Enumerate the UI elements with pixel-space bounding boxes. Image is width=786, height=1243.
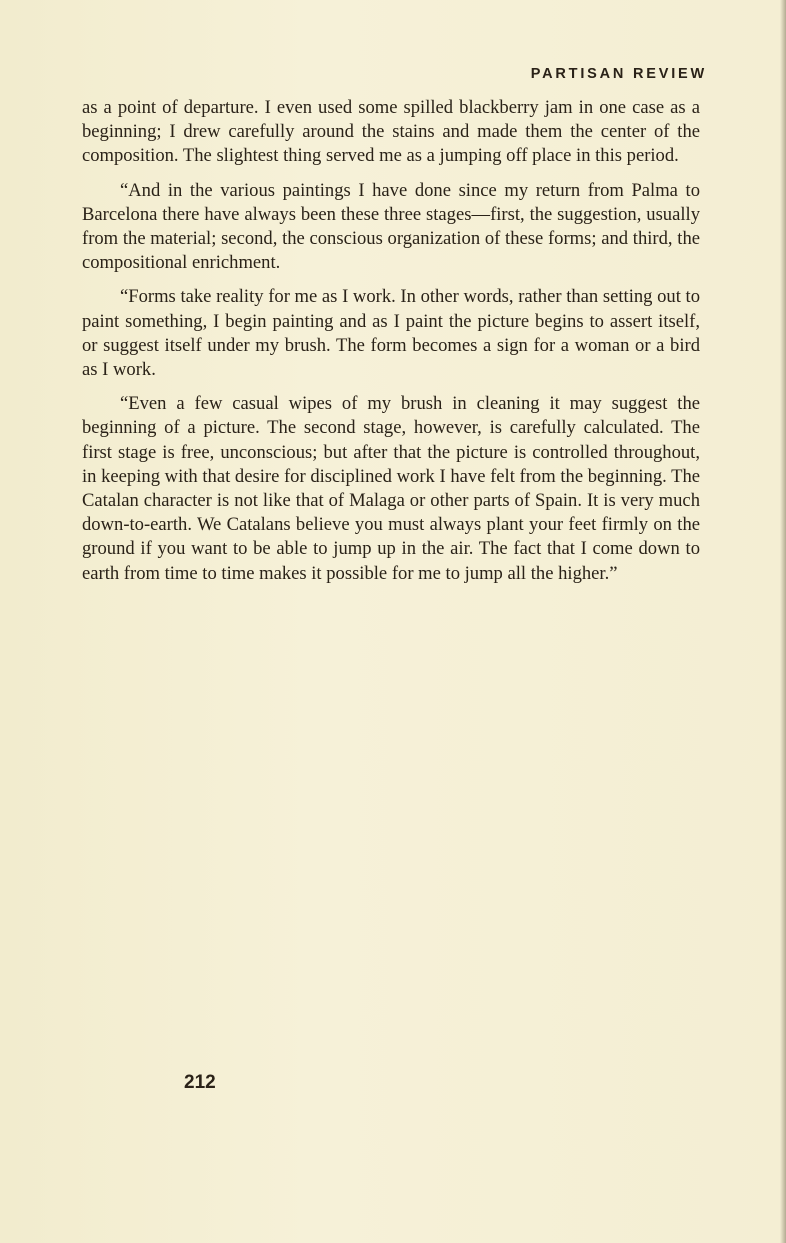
page-edge-shadow <box>780 0 786 1243</box>
paragraph: “Even a few casual wipes of my brush in cleaning it may suggest the beginning of a picture. The second stage, however, is carefully calculated. The first stage is free, unconscious; but after that the picture is controlled throughout, in keeping with that desire for disciplined work I have felt from the beginning. The Catalan character is not like that of Malaga or other parts of Spain. It is very much down-to-earth. We Catalans believe you must always plant your feet firmly on the ground if you want to be able to jump up in the air. The fact that I come down to earth from time to time makes it possible for me to jump all the higher.” <box>82 393 700 584</box>
running-head: PARTISAN REVIEW <box>530 66 707 82</box>
body-text <box>82 96 700 596</box>
paragraph: as a point of departure. I even used some spilled blackberry jam in one case as a beginning; I drew carefully around the stains and made them the center of the composition. The slightest thing served me as a jumping off place in this period. <box>82 97 700 167</box>
paragraph: “Forms take reality for me as I work. In other words, rather than setting out to paint something, I begin painting and as I paint the picture begins to assert itself, or suggest itself under my brush. The form becomes a sign for a woman or a bird as I work. <box>82 286 700 381</box>
page-number: 212 <box>184 1072 216 1093</box>
paragraph: “And in the various paintings I have done since my return from Palma to Barcelona there have always been these three stages—first, the suggestion, usually from the material; second, the conscious organization of these forms; and third, the compositional enrichment. <box>82 179 700 274</box>
